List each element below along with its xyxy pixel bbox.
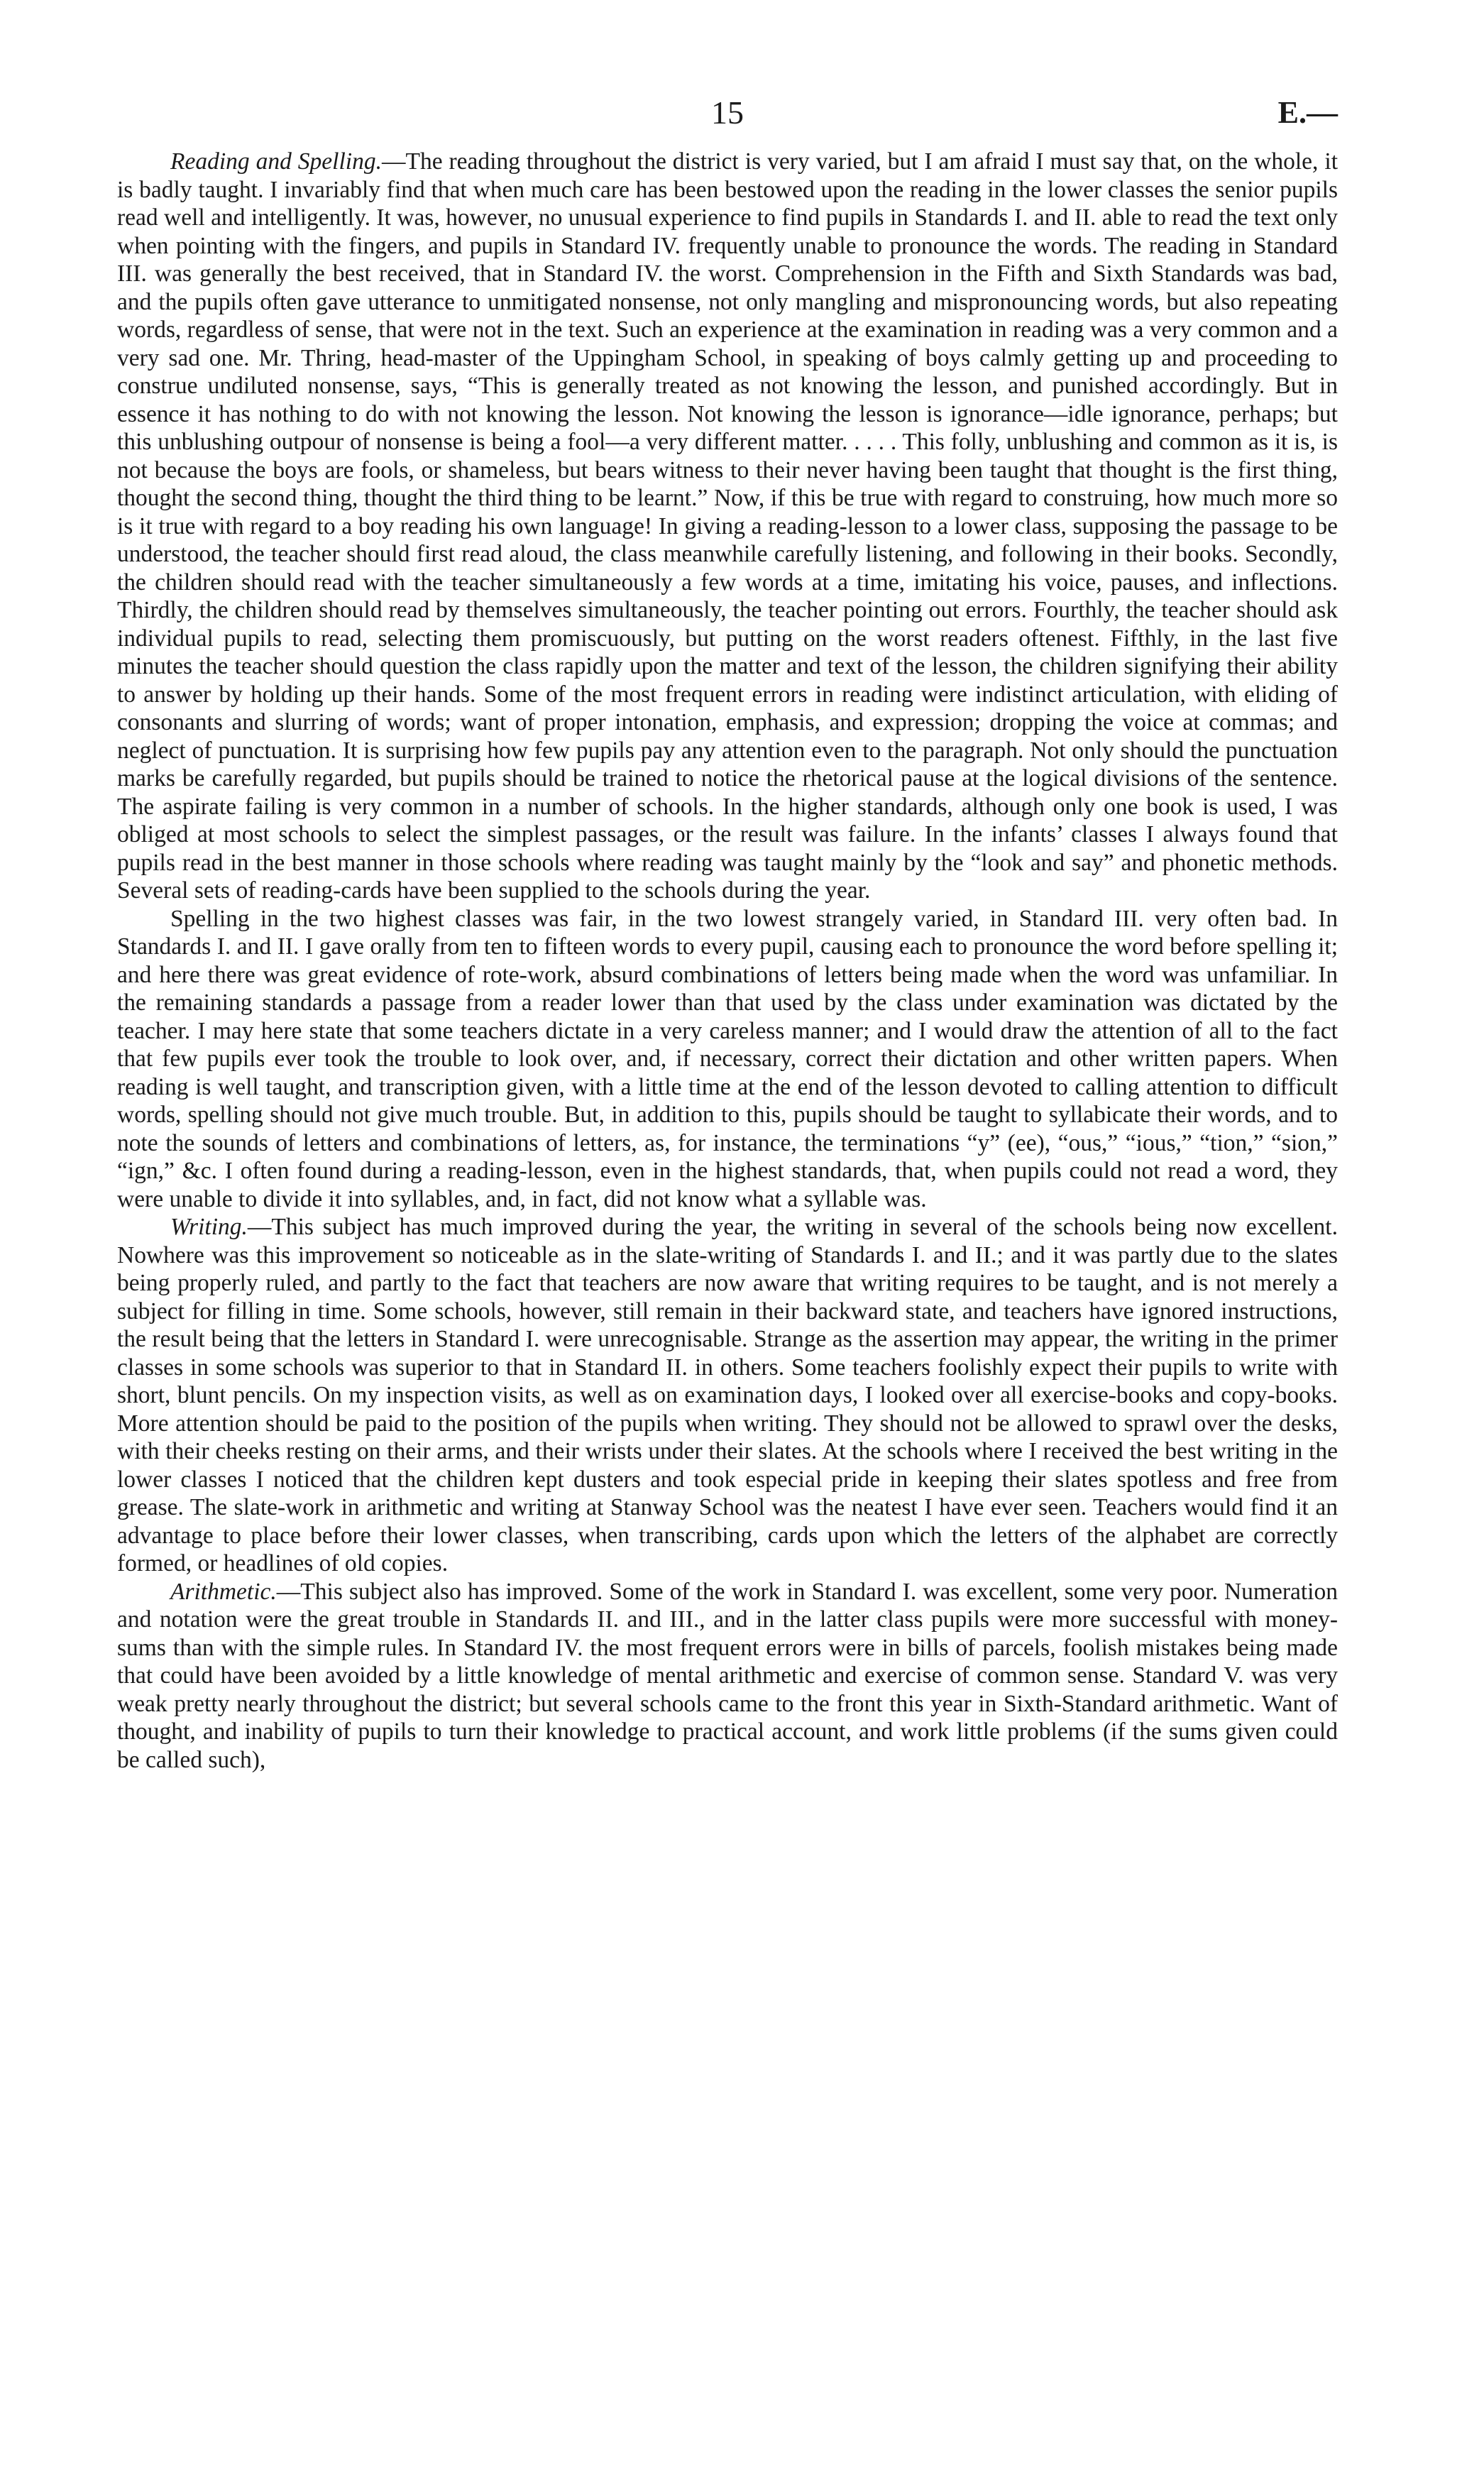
paragraph-text: —This subject has much improved during the year, the writing in several of the schools being now excellent. Nowhere was this improvement so noticeable as in the slate-writing of Standards I. and II.; and it was partly due to the slates being properly ruled, and partly to the fact that teachers are now aware that writing requires to be taught, and is not merely a subject for filling in time. Some schools, however, still remain in their backward state, and teachers have ignored instructions, the result being that the letters in Standard I. were unrecognisable. Strange as the assertion may appear, the writing in the primer classes in some schools was superior to that in Standard II. in others. Some teachers foolishly expect their pupils to write with short, blunt pencils. On my inspection visits, as well as on examination days, I looked over all exercise-books and copy-books. More attention should be paid to the position of the pupils when writing. They should not be allowed to sprawl over the desks, with their cheeks resting on their arms, and their wrists under their slates. At the schools where I received the best writing in the lower classes I noticed that the children kept dusters and took especial pride in keeping their slates spotless and free from grease. The slate-work in arithmetic and writing at Stanway School was the neatest I have ever seen. Teachers would find it an advantage to place before their lower classes, when transcribing, cards upon which the letters of the alphabet are correctly formed, or headlines of old copies.: [117, 1214, 1338, 1576]
section-title-writing: Writing.: [170, 1214, 248, 1240]
paragraph-text: Spelling in the two highest classes was fair, in the two lowest strangely varied, in Standard III. very often bad. In Standards I. and II. I gave orally from ten to fifteen words to every pupil, causing each to pronounce the word before spelling it; and here there was great evidence of rote-work, absurd combinations of letters being made when the word was unfamiliar. In the remaining standards a passage from a reader lower than that used by the class under examination was dictated by the teacher. I may here state that some teachers dictate in a very careless manner; and I would draw the attention of all to the fact that few pupils ever took the trouble to look over, and, if necessary, correct their dictation and other written papers. When reading is well taught, and transcription given, with a little time at the end of the lesson devoted to calling attention to difficult words, spelling should not give much trouble. But, in addition to this, pupils should be taught to syllabicate their words, and to note the sounds of letters and combinations of letters, as, for instance, the terminations “y” (ee), “ous,” “ious,” “tion,” “sion,” “ign,” &c. I often found during a reading-lesson, even in the highest standards, that, when pupils could not read a word, they were unable to divide it into syllables, and, in fact, did not know what a syllable was.: [117, 905, 1338, 1212]
paragraph-writing: [117, 1213, 1338, 1578]
paragraph-spelling: [117, 905, 1338, 1214]
page-header: [117, 91, 1338, 135]
section-title-arithmetic: Arithmetic.: [170, 1578, 277, 1605]
series-mark: E.—: [1277, 95, 1338, 130]
page-number: 15: [711, 94, 744, 131]
report-body: [117, 148, 1338, 1774]
section-title-reading-and-spelling: Reading and Spelling.: [170, 148, 382, 175]
paragraph-text: —The reading throughout the district is very varied, but I am afraid I must say that, on the whole, it is badly taught. I invariably find that when much care has been bestowed upon the reading in the lower classes the senior pupils read well and intelligently. It was, however, no unusual experience to find pupils in Standards I. and II. able to read the text only when pointing with the fingers, and pupils in Standard IV. frequently unable to pronounce the words. The reading in Standard III. was generally the best received, that in Standard IV. the worst. Comprehension in the Fifth and Sixth Standards was bad, and the pupils often gave utterance to unmitigated nonsense, not only mangling and mispronouncing words, but also repeating words, regardless of sense, that were not in the text. Such an experience at the examination in reading was a very common and a very sad one. Mr. Thring, head-master of the Uppingham School, in speaking of boys calmly getting up and proceeding to construe undiluted nonsense, says, “This is generally treated as not knowing the lesson, and punished accordingly. But in essence it has nothing to do with not knowing the lesson. Not knowing the lesson is ignorance—idle ignorance, perhaps; but this unblushing outpour of nonsense is being a fool—a very different matter. . . . . This folly, unblushing and common as it is, is not because the boys are fools, or shameless, but bears witness to their never having been taught that thought is the first thing, thought the second thing, thought the third thing to be learnt.” Now, if this be true with regard to construing, how much more so is it true with regard to a boy reading his own language! In giving a reading-lesson to a lower class, supposing the passage to be understood, the teacher should first read aloud, the class meanwhile carefully listening, and following in their books. Secondly, the children should read with the teacher simultaneously a few words at a time, imitating his voice, pauses, and inflections. Thirdly, the children should read by themselves simultaneously, the teacher pointing out errors. Fourthly, the teacher should ask individual pupils to read, selecting them promiscuously, but putting on the worst readers oftenest. Fifthly, in the last five minutes the teacher should question the class rapidly upon the matter and text of the lesson, the children signifying their ability to answer by holding up their hands. Some of the most frequent errors in reading were indistinct articulation, with eliding of consonants and slurring of words; want of proper intonation, emphasis, and expression; dropping the voice at commas; and neglect of punctuation. It is surprising how few pupils pay any attention even to the paragraph. Not only should the punctuation marks be carefully regarded, but pupils should be trained to notice the rhetorical pause at the logical divisions of the sentence. The aspirate failing is very common in a number of schools. In the higher standards, although only one book is used, I was obliged at most schools to select the simplest passages, or the result was failure. In the infants’ classes I always found that pupils read in the best manner in those schools where reading was taught mainly by the “look and say” and phonetic methods. Several sets of reading-cards have been supplied to the schools during the year.: [117, 148, 1338, 904]
paragraph-arithmetic: [117, 1578, 1338, 1775]
paragraph-text: —This subject also has improved. Some of the work in Standard I. was excellent, some very poor. Numeration and notation were the great trouble in Standards II. and III., and in the latter class pupils were more successful with money-sums than with the simple rules. In Standard IV. the most frequent errors were in bills of parcels, foolish mistakes being made that could have been avoided by a little knowledge of mental arithmetic and exercise of common sense. Standard V. was very weak pretty nearly throughout the district; but several schools came to the front this year in Sixth-Standard arithmetic. Want of thought, and inability of pupils to turn their knowledge to practical account, and work little problems (if the sums given could be called such),: [117, 1578, 1338, 1773]
document-page: [117, 91, 1338, 2433]
paragraph-reading-and-spelling: [117, 148, 1338, 905]
